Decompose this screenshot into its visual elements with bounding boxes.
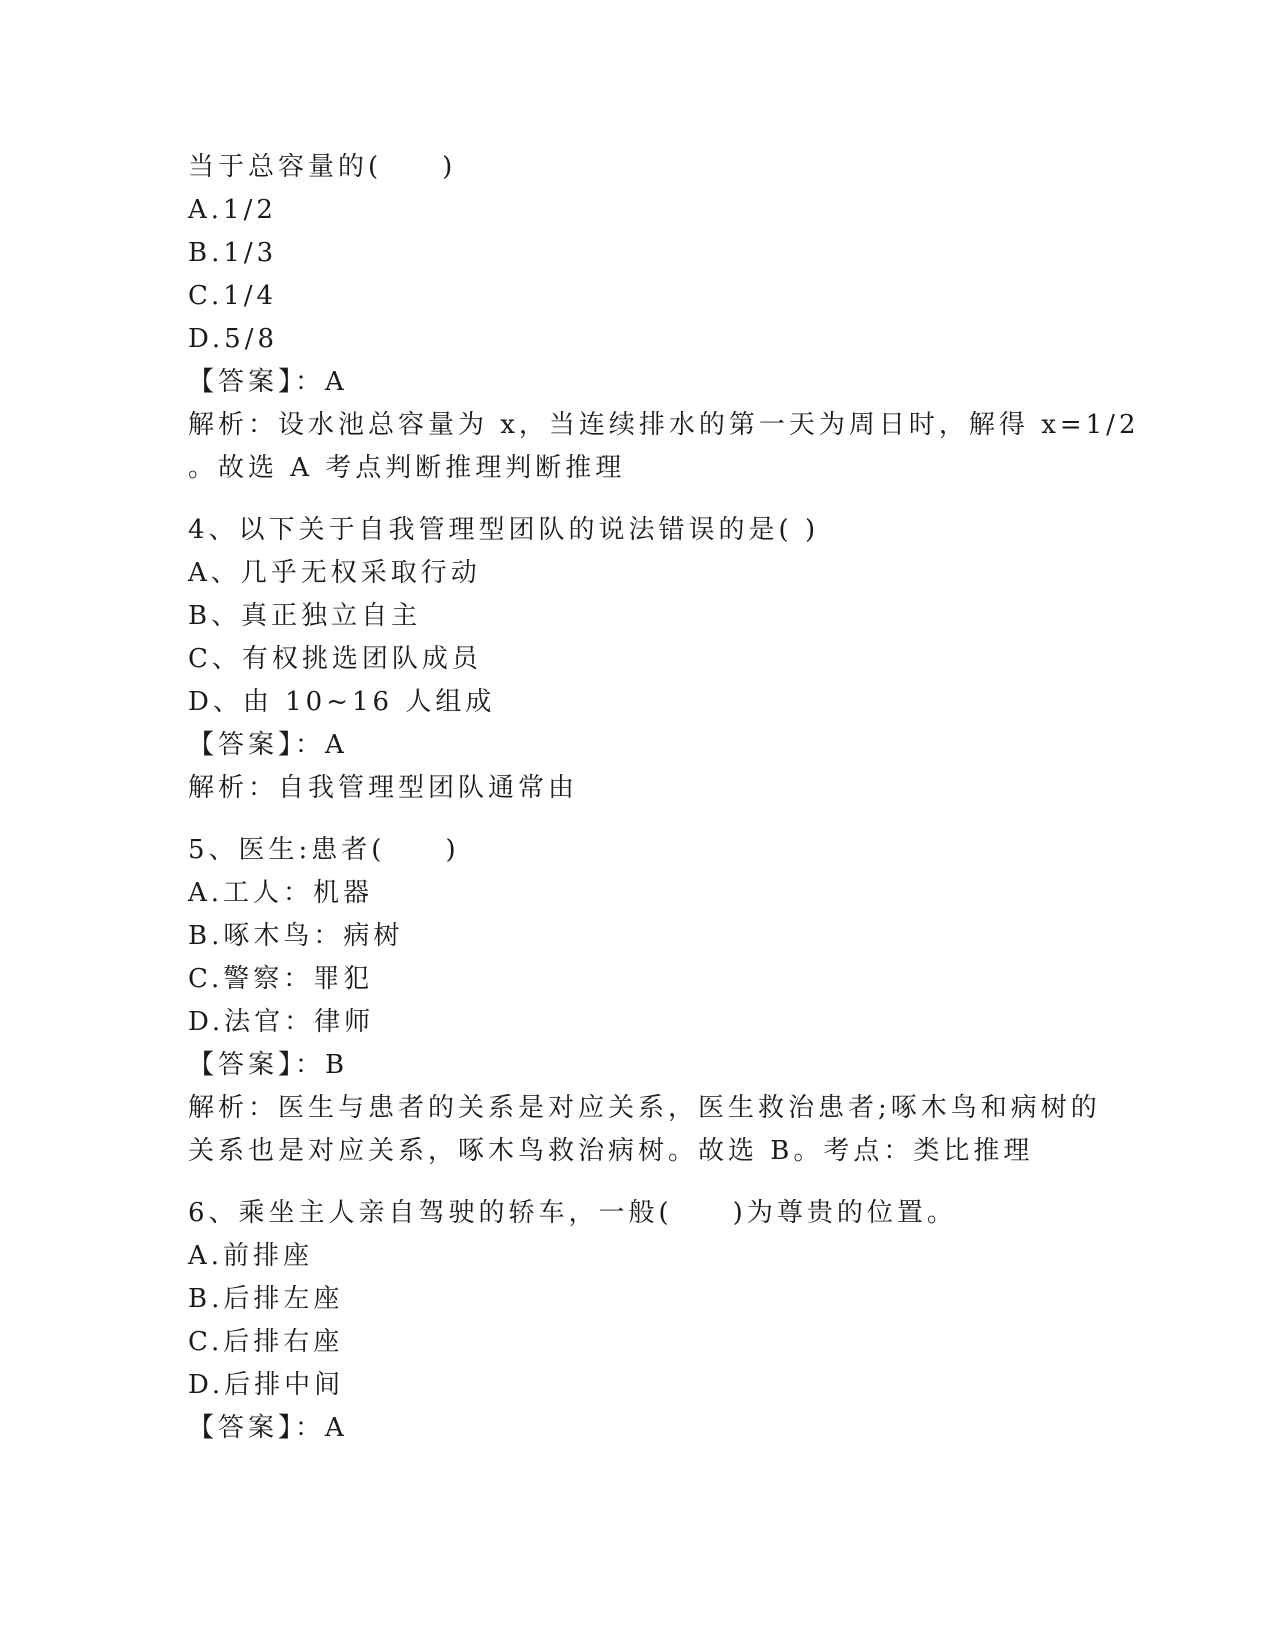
question-5-answer: 【答案】：B — [188, 1050, 349, 1080]
question-3-option-d: D.5/8 — [188, 324, 279, 354]
question-5-option-b: B.啄木鸟：病树 — [188, 921, 404, 951]
question-6-option-a: A.前排座 — [188, 1241, 314, 1271]
document-page — [188, 146, 1140, 1450]
question-4-answer: 【答案】：A — [188, 730, 348, 760]
question-6-option-d: D.后排中间 — [188, 1370, 345, 1400]
spacer — [188, 1173, 1088, 1192]
question-4-stem: 4、以下关于自我管理型团队的说法错误的是( ) — [188, 515, 820, 545]
question-5-option-a: A.工人：机器 — [188, 878, 374, 908]
question-4-option-c: C、有权挑选团队成员 — [188, 644, 482, 674]
question-4-option-d: D、由 10~16 人组成 — [188, 687, 496, 717]
question-3-answer: 【答案】：A — [188, 367, 348, 397]
question-4-option-a: A、几乎无权采取行动 — [188, 558, 481, 588]
question-3-analysis-line-1: 解析：设水池总容量为 x，当连续排水的第一天为周日时，解得 x=1/2 — [188, 410, 1140, 440]
question-3-analysis-line-2: 。故选 A 考点判断推理判断推理 — [188, 453, 626, 483]
question-6-answer: 【答案】：A — [188, 1413, 348, 1443]
question-5-option-d: D.法官：律师 — [188, 1007, 375, 1037]
question-5-analysis-line-2: 关系也是对应关系，啄木鸟救治病树。故选 B。考点：类比推理 — [188, 1136, 1034, 1166]
question-5-analysis-line-1: 解析：医生与患者的关系是对应关系，医生救治患者;啄木鸟和病树的 — [188, 1093, 1101, 1123]
question-5-stem: 5、医生:患者( ) — [188, 835, 460, 865]
question-3-stem: 当于总容量的( ) — [188, 152, 457, 182]
question-3-option-c: C.1/4 — [188, 281, 278, 311]
question-6-option-c: C.后排右座 — [188, 1327, 344, 1357]
question-3-block — [188, 146, 1140, 490]
question-4-option-b: B、真正独立自主 — [188, 601, 422, 631]
question-3-option-b: B.1/3 — [188, 238, 278, 268]
spacer — [188, 810, 1088, 829]
question-6-option-b: B.后排左座 — [188, 1284, 344, 1314]
question-6-stem: 6、乘坐主人亲自驾驶的轿车，一般( )为尊贵的位置。 — [188, 1198, 957, 1228]
question-3-option-a: A.1/2 — [188, 195, 277, 225]
question-4-block — [188, 509, 1088, 810]
question-4-analysis-line-1: 解析：自我管理型团队通常由 — [188, 773, 579, 803]
question-5-block — [188, 829, 1101, 1173]
spacer — [188, 490, 1088, 509]
question-6-block — [188, 1192, 1088, 1450]
question-5-option-c: C.警察：罪犯 — [188, 964, 374, 994]
